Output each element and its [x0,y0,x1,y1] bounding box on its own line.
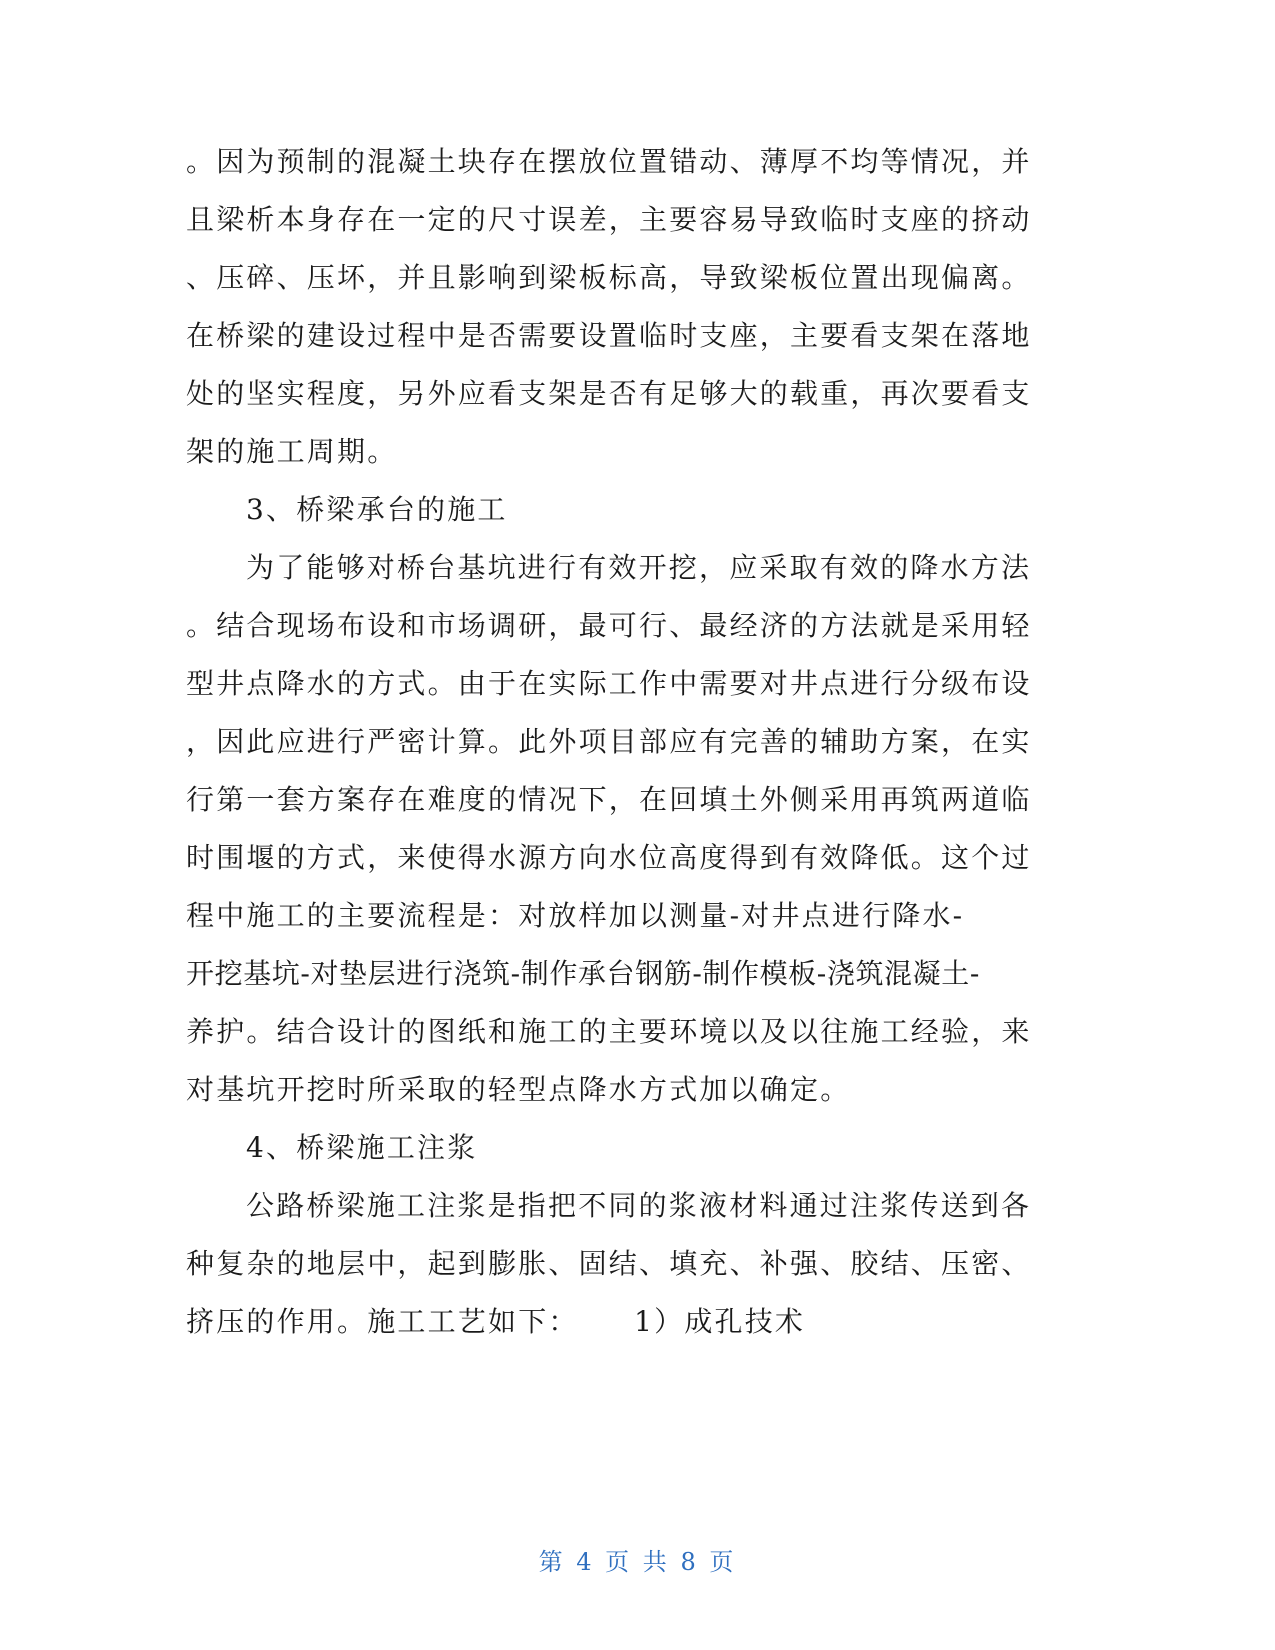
text-line: 养护。结合设计的图纸和施工的主要环境以及以往施工经验，来 [186,1015,1032,1048]
text-line: 。因为预制的混凝土块存在摆放位置错动、薄厚不均等情况，并 [186,145,1032,178]
section-heading: 4、桥梁施工注浆 [246,1131,478,1164]
text-line: 架的施工周期。 [186,435,398,468]
section-heading: 3、桥梁承台的施工 [246,493,508,526]
text-line: ，因此应进行严密计算。此外项目部应有完善的辅助方案，在实 [186,725,1032,758]
text-line: 开挖基坑-对垫层进行浇筑-制作承台钢筋-制作模板-浇筑混凝土- [186,957,980,990]
text-line: 种复杂的地层中，起到膨胀、固结、填充、补强、胶结、压密、 [186,1247,1032,1280]
text-line: 。结合现场布设和市场调研，最可行、最经济的方法就是采用轻 [186,609,1032,642]
page-number-footer: 第 4 页 共 8 页 [538,1548,737,1576]
text-line: 公路桥梁施工注浆是指把不同的浆液材料通过注浆传送到各 [246,1189,1032,1222]
text-line: 行第一套方案存在难度的情况下，在回填土外侧采用再筑两道临 [186,783,1032,816]
text-line: 、压碎、压坏，并且影响到梁板标高，导致梁板位置出现偏离。 [186,261,1032,294]
text-line: 在桥梁的建设过程中是否需要设置临时支座，主要看支架在落地 [186,319,1032,352]
text-line: 程中施工的主要流程是：对放样加以测量-对井点进行降水- [186,899,965,932]
text-line: 对基坑开挖时所采取的轻型点降水方式加以确定。 [186,1073,851,1106]
text-line: 为了能够对桥台基坑进行有效开挖，应采取有效的降水方法 [246,551,1032,584]
text-line: 处的坚实程度，另外应看支架是否有足够大的载重，再次要看支 [186,377,1032,410]
text-line: 且梁析本身存在一定的尺寸误差，主要容易导致临时支座的挤动 [186,203,1032,236]
text-line: 型井点降水的方式。由于在实际工作中需要对井点进行分级布设 [186,667,1032,700]
text-line: 挤压的作用。施工工艺如下： 1）成孔技术 [186,1305,806,1338]
text-line: 时围堰的方式，来使得水源方向水位高度得到有效降低。这个过 [186,841,1032,874]
